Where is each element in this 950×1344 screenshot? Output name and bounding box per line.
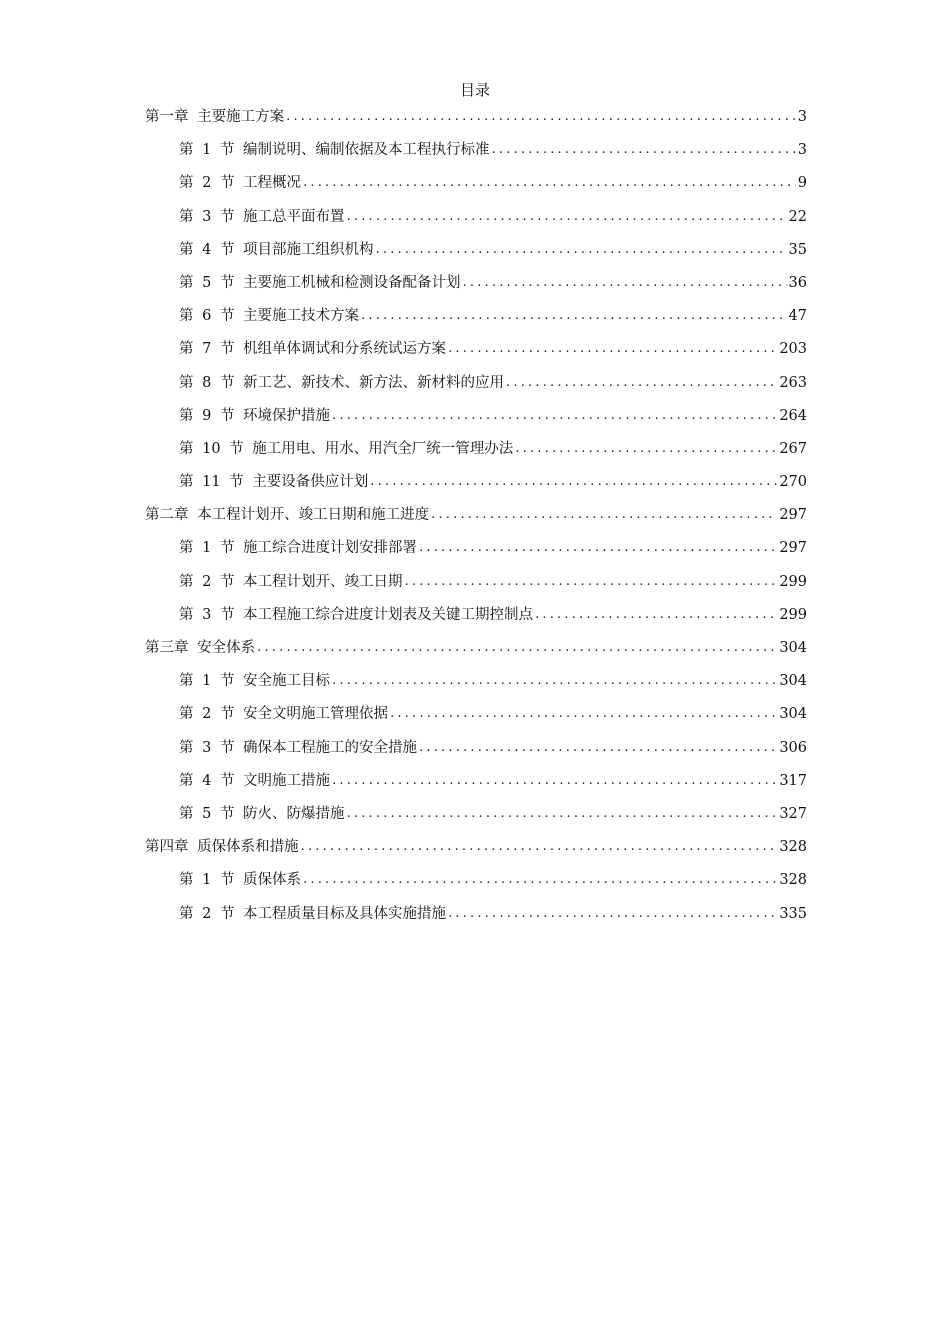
toc-dot-leader	[376, 240, 787, 260]
toc-section-entry[interactable]	[0, 671, 950, 704]
toc-dot-leader	[332, 671, 777, 691]
toc-section-entry[interactable]	[0, 207, 950, 240]
toc-entry-label: 第 1 节 编制说明、编制依据及本工程执行标准	[179, 142, 490, 159]
toc-chapter-entry[interactable]	[0, 107, 950, 140]
toc-entry-label: 第 1 节 安全施工目标	[179, 673, 331, 690]
toc-page-number: 304	[779, 706, 807, 723]
toc-entry-label: 第 1 节 质保体系	[179, 872, 302, 889]
toc-entry-label: 第 3 节 施工总平面布置	[179, 208, 345, 225]
toc-dot-leader	[361, 306, 786, 326]
toc-page-number: 327	[779, 805, 807, 822]
toc-entry-label: 第 2 节 本工程质量目标及具体实施措施	[179, 905, 447, 922]
toc-entry-label: 第 4 节 文明施工措施	[179, 772, 331, 789]
toc-dot-leader	[405, 572, 778, 592]
toc-section-entry[interactable]	[0, 306, 950, 339]
toc-dot-leader	[303, 870, 777, 890]
toc-section-entry[interactable]	[0, 339, 950, 372]
toc-dot-leader	[286, 107, 796, 127]
toc-section-entry[interactable]	[0, 904, 950, 937]
toc-dot-leader	[390, 704, 777, 724]
toc-dot-leader	[463, 273, 787, 293]
toc-section-entry[interactable]	[0, 273, 950, 306]
toc-dot-leader	[492, 140, 796, 160]
toc-entry-label: 第 3 节 本工程施工综合进度计划表及关键工期控制点	[179, 606, 534, 623]
toc-dot-leader	[370, 472, 777, 492]
toc-page-number: 203	[779, 341, 807, 358]
toc-section-entry[interactable]	[0, 605, 950, 638]
toc-chapter-entry[interactable]	[0, 638, 950, 671]
toc-entry-label: 第 3 节 确保本工程施工的安全措施	[179, 739, 418, 756]
toc-section-entry[interactable]	[0, 804, 950, 837]
toc-entry-label: 第 10 节 施工用电、用水、用汽全厂统一管理办法	[179, 440, 514, 457]
toc-page-number: 328	[779, 872, 807, 889]
toc-entry-label: 第三章 安全体系	[145, 640, 256, 656]
toc-page-number: 270	[779, 474, 807, 491]
toc-section-entry[interactable]	[0, 472, 950, 505]
toc-page-number: 317	[779, 772, 807, 789]
toc-section-entry[interactable]	[0, 738, 950, 771]
toc-dot-leader	[515, 439, 777, 459]
toc-entry-label: 第 7 节 机组单体调试和分系统试运方案	[179, 341, 447, 358]
toc-section-entry[interactable]	[0, 140, 950, 173]
toc-page-number: 264	[779, 407, 807, 424]
toc-page-number: 36	[788, 274, 807, 291]
toc-entry-label: 第 1 节 施工综合进度计划安排部署	[179, 540, 418, 557]
toc-title: 目录	[459, 81, 490, 99]
toc-entry-label: 第 2 节 安全文明施工管理依据	[179, 706, 389, 723]
toc-section-entry[interactable]	[0, 572, 950, 605]
toc-page-number: 299	[779, 606, 807, 623]
toc-page-number: 3	[797, 109, 807, 125]
toc-section-entry[interactable]	[0, 771, 950, 804]
toc-entry-label: 第 5 节 防火、防爆措施	[179, 805, 345, 822]
toc-entry-label: 第 2 节 工程概况	[179, 175, 302, 192]
toc-section-entry[interactable]	[0, 373, 950, 406]
toc-entry-label: 第 9 节 环境保护措施	[179, 407, 331, 424]
toc-entry-label: 第 6 节 主要施工技术方案	[179, 308, 360, 325]
toc-entry-label: 第 11 节 主要设备供应计划	[179, 474, 369, 491]
toc-dot-leader	[419, 538, 777, 558]
toc-dot-leader	[332, 406, 777, 426]
toc-page-number: 335	[779, 905, 807, 922]
toc-dot-leader	[303, 173, 796, 193]
toc-entry-label: 第 4 节 项目部施工组织机构	[179, 241, 374, 258]
toc-section-entry[interactable]	[0, 240, 950, 273]
toc-page-number: 47	[788, 308, 807, 325]
toc-page-number: 35	[788, 241, 807, 258]
toc-chapter-entry[interactable]	[0, 837, 950, 870]
toc-page-number: 299	[779, 573, 807, 590]
toc-dot-leader	[431, 505, 777, 525]
toc-section-entry[interactable]	[0, 439, 950, 472]
toc-dot-leader	[301, 837, 778, 857]
toc-entry-label: 第一章 主要施工方案	[145, 109, 285, 125]
toc-section-entry[interactable]	[0, 406, 950, 439]
toc-dot-leader	[419, 738, 777, 758]
toc-page-number: 267	[779, 440, 807, 457]
toc-dot-leader	[535, 605, 777, 625]
toc-page-number: 306	[779, 739, 807, 756]
toc-page-number: 304	[779, 640, 807, 656]
toc-dot-leader	[448, 904, 777, 924]
toc-page-number: 304	[779, 673, 807, 690]
toc-entry-label: 第 8 节 新工艺、新技术、新方法、新材料的应用	[179, 374, 505, 391]
toc-section-entry[interactable]	[0, 538, 950, 571]
toc-dot-leader	[448, 339, 777, 359]
toc-page-number: 263	[779, 374, 807, 391]
toc-dot-leader	[332, 771, 777, 791]
toc-page-number: 22	[788, 208, 807, 225]
toc-section-entry[interactable]	[0, 870, 950, 903]
toc-entry-label: 第 5 节 主要施工机械和检测设备配备计划	[179, 274, 461, 291]
toc-page-number: 297	[779, 507, 807, 524]
table-of-contents	[0, 107, 950, 937]
toc-dot-leader	[506, 373, 777, 393]
toc-section-entry[interactable]	[0, 173, 950, 206]
toc-entry-label: 第 2 节 本工程计划开、竣工日期	[179, 573, 403, 590]
toc-dot-leader	[257, 638, 777, 658]
toc-chapter-entry[interactable]	[0, 505, 950, 538]
toc-page-number: 3	[797, 142, 807, 159]
toc-dot-leader	[347, 207, 787, 227]
toc-page-number: 328	[779, 839, 807, 856]
toc-entry-label: 第四章 质保体系和措施	[145, 839, 299, 856]
toc-dot-leader	[347, 804, 778, 824]
toc-page-number: 297	[779, 540, 807, 557]
toc-section-entry[interactable]	[0, 704, 950, 737]
toc-page-number: 9	[797, 175, 807, 192]
toc-entry-label: 第二章 本工程计划开、竣工日期和施工进度	[145, 507, 430, 524]
